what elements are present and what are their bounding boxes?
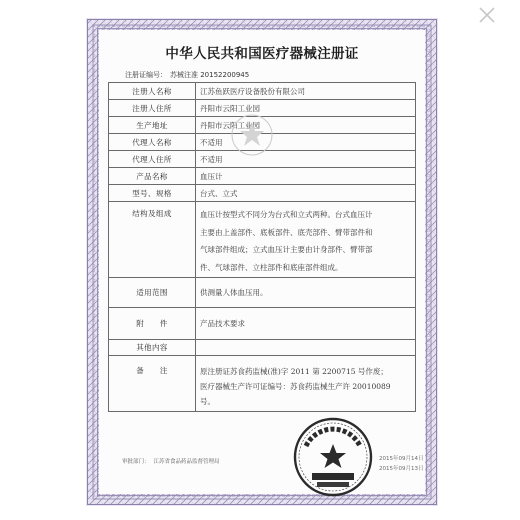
- field-label: 生产地址: [109, 117, 196, 134]
- field-label: 代理人住所: [109, 151, 196, 168]
- certificate-document: [86, 18, 438, 506]
- field-label: 适用范围: [109, 278, 196, 308]
- structure-line: 主要由上盖部件、底板部件、底壳部件、臂带部件和: [200, 227, 373, 237]
- table-row: [109, 202, 416, 278]
- remarks-line: 原注册证苏食药监械(准)字 2011 第 2200715 号作废；: [200, 367, 388, 376]
- field-label: 注册人名称: [109, 83, 196, 100]
- official-seal: [292, 416, 374, 498]
- approver-line: [122, 457, 220, 465]
- remarks-line: 医疗器械生产许可证编号：苏食药监械生产许 20010089: [200, 382, 391, 391]
- field-label: 注册人住所: [109, 100, 196, 117]
- field-value: 丹阳市云阳工业园: [196, 100, 416, 117]
- field-label: 产品名称: [109, 168, 196, 185]
- structure-line: 血压计按型式不同分为台式和立式两种。台式血压计: [200, 210, 373, 219]
- remarks-line: 号。: [200, 397, 215, 406]
- field-value: 不适用: [196, 151, 416, 168]
- field-value: 供测量人体血压用。: [196, 278, 416, 308]
- registration-number-label: 注册证编号：: [125, 71, 167, 79]
- structure-text: [196, 202, 416, 278]
- remarks-text: [196, 356, 416, 412]
- field-value: 产品技术要求: [196, 308, 416, 340]
- close-button[interactable]: [476, 4, 498, 26]
- table-row: [109, 340, 416, 356]
- issue-dates: [379, 454, 424, 474]
- validity-date: 2015年09月13日: [379, 466, 424, 472]
- issue-date: 2015年09月14日: [379, 456, 424, 462]
- faint-seal: [229, 112, 275, 158]
- table-row: [109, 168, 416, 185]
- field-label: 附 件: [109, 308, 196, 340]
- field-label: 其他内容: [109, 340, 196, 356]
- close-icon: [476, 4, 498, 26]
- registration-number-value: 苏械注准 20152200945: [170, 71, 250, 79]
- table-row: [109, 185, 416, 202]
- field-label: 型号、规格: [109, 185, 196, 202]
- table-row: [109, 83, 416, 100]
- table-row: [109, 308, 416, 340]
- table-row: [109, 356, 416, 412]
- field-value: 血压计: [196, 168, 416, 185]
- certificate-title: 中华人民共和国医疗器械注册证: [165, 46, 359, 62]
- registration-number: [125, 70, 249, 80]
- approver-value: 江苏省食品药品监督管理局: [153, 459, 220, 465]
- field-value: 台式、立式: [196, 185, 416, 202]
- certificate-body: [99, 30, 425, 494]
- field-label: 代理人名称: [109, 134, 196, 151]
- field-value: 江苏鱼跃医疗设备股份有限公司: [196, 83, 416, 100]
- field-label: 结构及组成: [109, 202, 196, 278]
- field-label: 备 注: [109, 356, 196, 412]
- field-value: 不适用: [196, 134, 416, 151]
- structure-line: 气球部件组成；立式血压计主要由计身部件、臂带部: [200, 245, 373, 254]
- field-value: 丹阳市云阳工业园: [196, 117, 416, 134]
- table-row: [109, 278, 416, 308]
- approver-label: 审批部门：: [122, 459, 150, 465]
- structure-line: 件、气球部件、立柱部件和底座部件组成。: [200, 262, 343, 272]
- field-value: [196, 340, 416, 356]
